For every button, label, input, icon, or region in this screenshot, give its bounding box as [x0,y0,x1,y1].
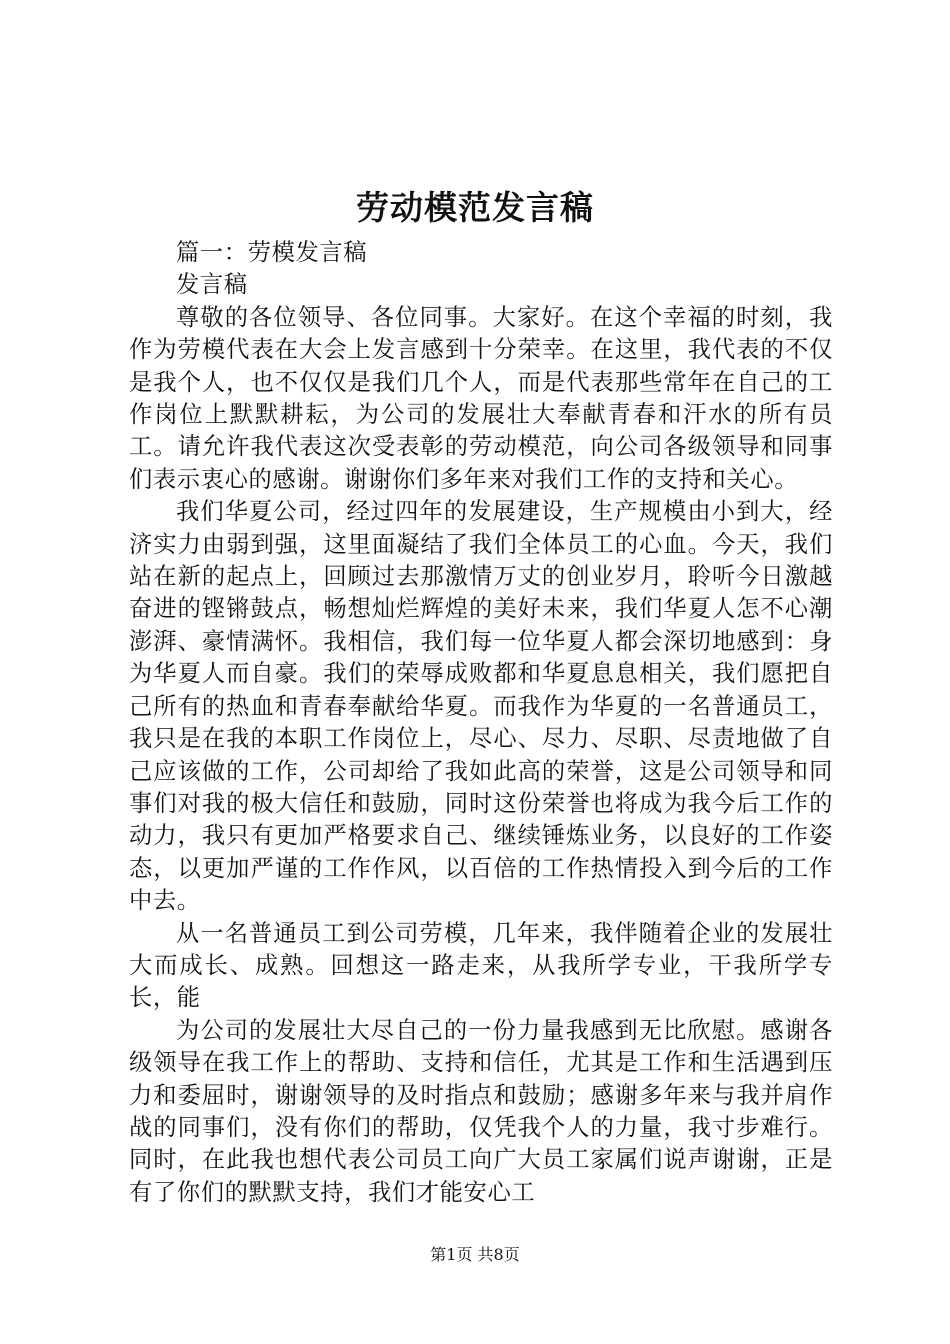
page-footer: 第1页 共8页 [430,1245,520,1264]
document-title: 劳动模范发言稿 [356,188,594,227]
paragraph: 尊敬的各位领导、各位同事。大家好。在这个幸福的时刻，我作为劳模代表在大会上发言感到十分荣幸。在这里，我代表的不仅是我个人，也不仅仅是我们几个人，而是代表那些常年在自己的工作岗位上默默耕耘，为公司的发展壮大奉献青春和汗水的所有员工。请允许我代表这次受表彰的劳动模范，向公司各级领导和同事们表示衷心的感谢。谢谢你们多年来对我们工作的支持和关心。 [129,303,833,493]
paragraph: 为公司的发展壮大尽自己的一份力量我感到无比欣慰。感谢各级领导在我工作上的帮助、支持和信任，尤其是工作和生活遇到压力和委屈时，谢谢领导的及时指点和鼓励；感谢多年来与我并肩作战的同事们，没有你们的帮助，仅凭我个人的力量，我寸步难行。同时，在此我也想代表公司员工向广大员工家属们说声谢谢，正是有了你们的默默支持，我们才能安心工 [129,1016,833,1206]
sub-heading: 发言稿 [176,271,248,299]
paragraph: 我们华夏公司，经过四年的发展建设，生产规模由小到大，经济实力由弱到强，这里面凝结了我们全体员工的心血。今天，我们站在新的起点上，回顾过去那激情万丈的创业岁月，聆听今日激越奋进的铿锵鼓点，畅想灿烂辉煌的美好未来，我们华夏人怎不心潮澎湃、豪情满怀。我相信，我们每一位华夏人都会深切地感到：身为华夏人而自豪。我们的荣辱成败都和华夏息息相关，我们愿把自己所有的热血和青春奉献给华夏。而我作为华夏的一名普通员工，我只是在我的本职工作岗位上，尽心、尽力、尽职、尽责地做了自己应该做的工作，公司却给了我如此高的荣誉，这是公司领导和同事们对我的极大信任和鼓励，同时这份荣誉也将成为我今后工作的动力，我只有更加严格要求自己、继续锤炼业务，以良好的工作姿态，以更加严谨的工作作风，以百倍的工作热情投入到今后的工作中去。 [129,498,833,915]
paragraph: 从一名普通员工到公司劳模，几年来，我伴随着企业的发展壮大而成长、成熟。回想这一路走来，从我所学专业，干我所学专长，能 [129,919,833,1012]
document-body [129,237,833,1209]
section-heading: 篇一：劳模发言稿 [176,239,368,266]
